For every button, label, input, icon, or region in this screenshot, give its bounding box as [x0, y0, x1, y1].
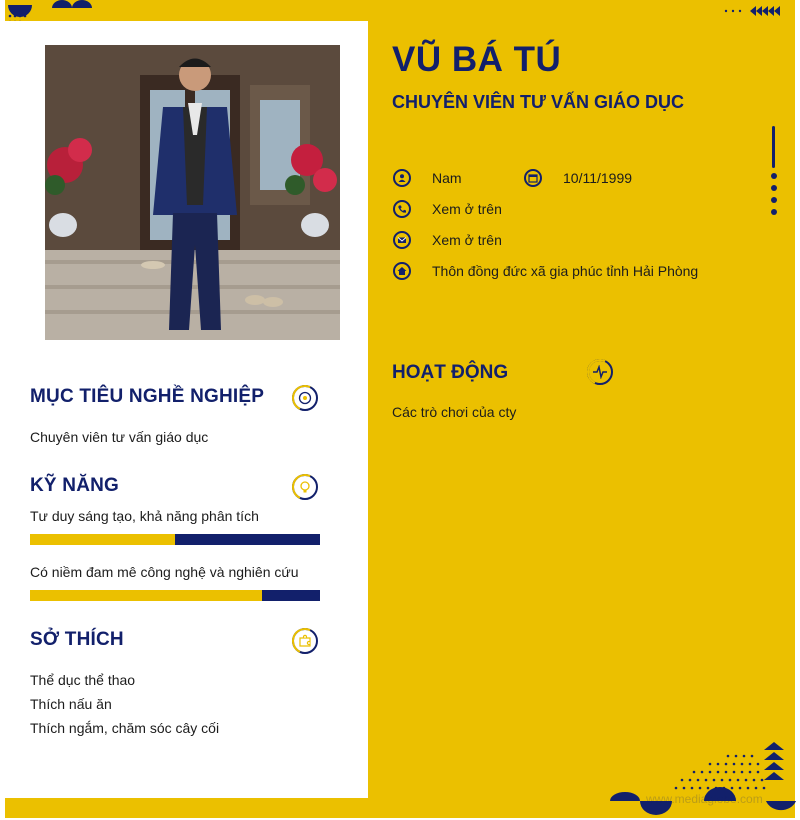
hobby-item: Thích ngắm, chăm sóc cây cối — [30, 720, 220, 736]
mail-icon — [393, 231, 411, 249]
objective-text: Chuyên viên tư vấn giáo dục — [30, 429, 209, 445]
person-name: VŨ BÁ TÚ — [392, 40, 562, 79]
decor-dot — [771, 209, 777, 215]
profile-photo — [45, 45, 340, 340]
home-icon — [393, 262, 411, 280]
skill-bar — [30, 534, 320, 545]
birthday-value: 10/11/1999 — [563, 170, 633, 186]
skill-bar-fill — [30, 534, 175, 545]
user-icon — [393, 169, 411, 187]
activities-title: HOẠT ĐỘNG — [392, 362, 509, 383]
hobbies-title: SỞ THÍCH — [30, 629, 124, 650]
pulse-icon — [587, 359, 613, 385]
bottom-strip — [5, 798, 368, 818]
email-value: Xem ở trên — [432, 232, 502, 248]
hobby-item: Thích nấu ăn — [30, 696, 112, 712]
decor-line — [772, 126, 775, 168]
target-icon — [292, 385, 318, 411]
phone-value: Xem ở trên — [432, 201, 502, 217]
job-title: CHUYÊN VIÊN TƯ VẤN GIÁO DỤC — [392, 92, 684, 112]
skill-label: Có niềm đam mê công nghệ và nghiên cứu — [30, 564, 299, 580]
watermark: www.mediaglobe.com — [646, 792, 763, 806]
decor-top-right — [722, 5, 782, 17]
address-value: Thôn đồng đức xã gia phúc tỉnh Hải Phòng — [432, 263, 699, 279]
decor-bottom-right — [606, 738, 796, 820]
hobby-item: Thể dục thể thao — [30, 672, 136, 688]
activities-text: Các trò chơi của cty — [392, 404, 517, 420]
phone-icon — [393, 200, 411, 218]
decor-dot — [771, 197, 777, 203]
calendar-icon — [524, 169, 542, 187]
decor-dot — [771, 173, 777, 179]
skill-label: Tư duy sáng tạo, khả năng phân tích — [30, 508, 259, 524]
skills-title: KỸ NĂNG — [30, 475, 120, 496]
decor-dot — [771, 185, 777, 191]
objective-title: MỤC TIÊU NGHỀ NGHIỆP — [30, 386, 265, 407]
gender-value: Nam — [432, 170, 462, 186]
skill-bar-fill — [30, 590, 262, 601]
lightbulb-icon — [292, 474, 318, 500]
skill-bar — [30, 590, 320, 601]
puzzle-icon — [292, 628, 318, 654]
